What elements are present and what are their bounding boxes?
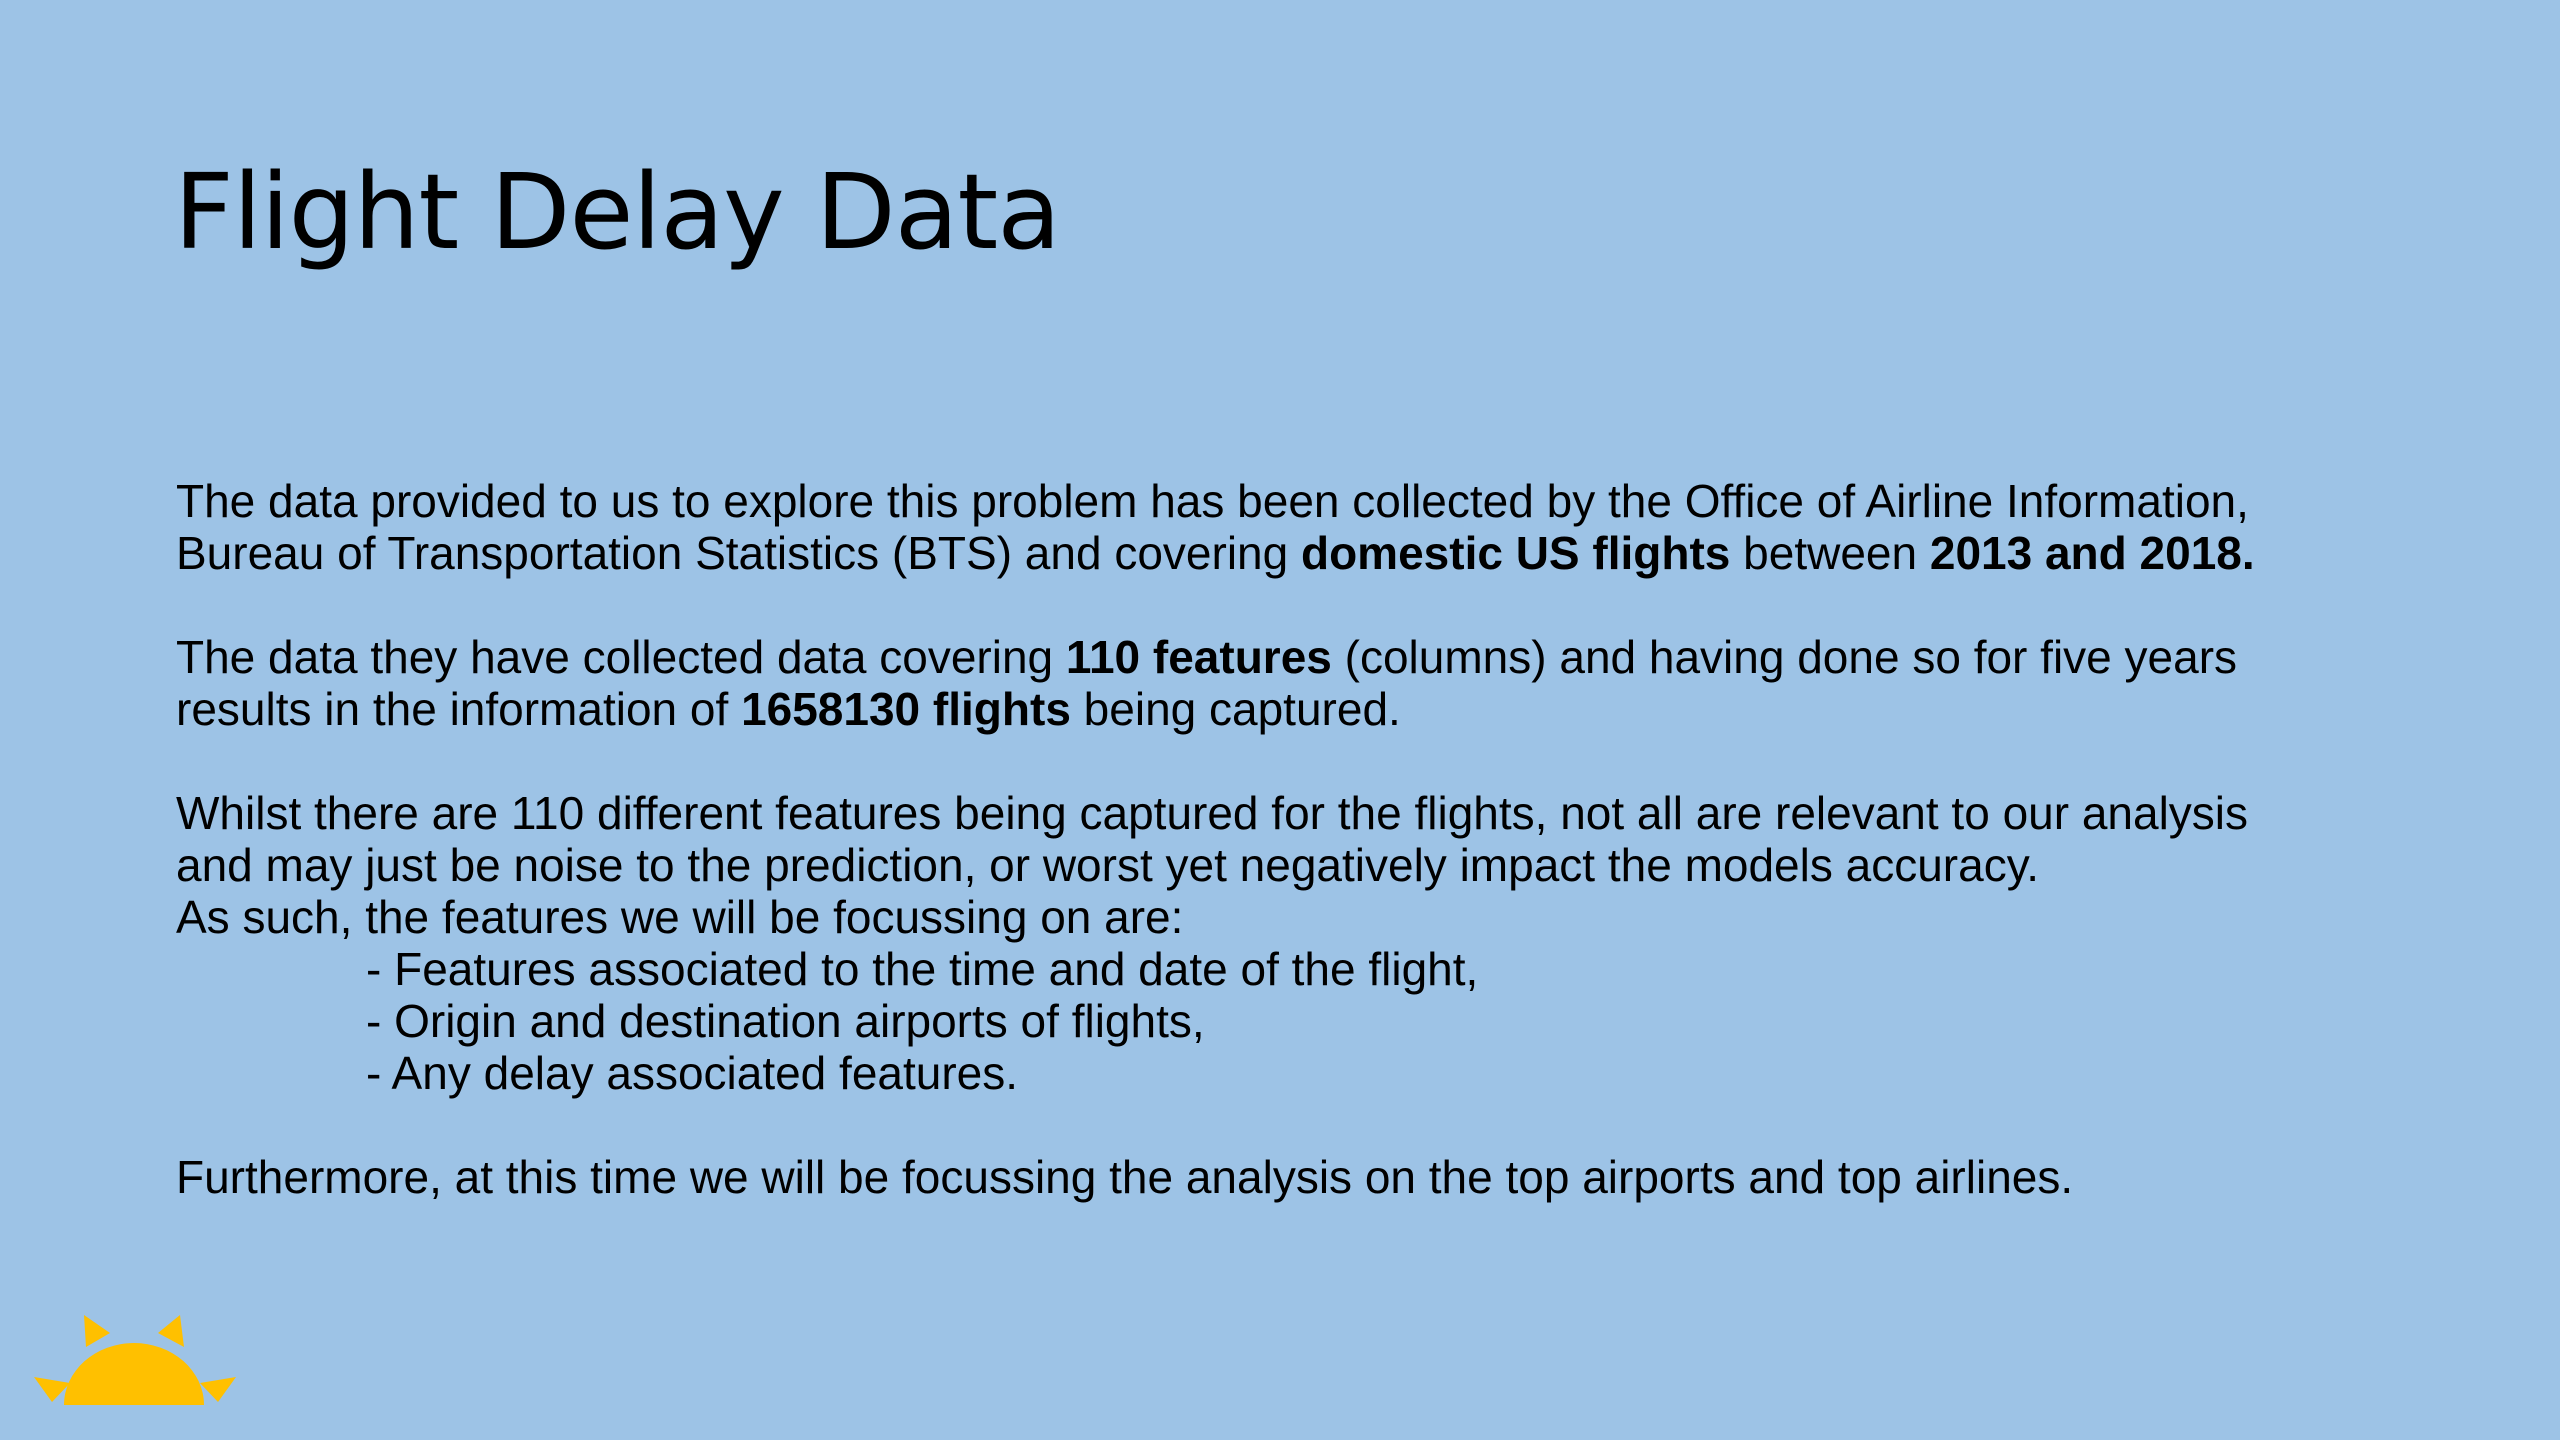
bullet-item: - Any delay associated features. bbox=[366, 1047, 1019, 1099]
highlight-feature-count: 110 features bbox=[1065, 631, 1332, 683]
slide-body bbox=[176, 475, 2416, 1203]
sun-ray-icon bbox=[200, 1377, 236, 1402]
sun-icon bbox=[30, 1305, 240, 1405]
text-span: The data they have collected data covering bbox=[176, 631, 1066, 683]
sun-disc-icon bbox=[64, 1343, 204, 1405]
text-line: The data provided to us to explore this problem has been collected by the Office of Airline Information, bbox=[176, 475, 2249, 527]
bullet-item: - Origin and destination airports of flights, bbox=[366, 995, 1205, 1047]
text-line: As such, the features we will be focussing on are: bbox=[176, 891, 1184, 943]
slide-title: Flight Delay Data bbox=[174, 151, 1060, 273]
highlight-date-range: 2013 and 2018. bbox=[1929, 527, 2255, 579]
paragraph-feature-selection bbox=[176, 787, 2416, 1099]
sun-ray-icon bbox=[158, 1315, 184, 1347]
text-line bbox=[176, 527, 2416, 579]
text-line: Furthermore, at this time we will be focussing the analysis on the top airports and top airlines. bbox=[176, 1151, 2074, 1203]
highlight-flight-count: 1658130 flights bbox=[741, 683, 1071, 735]
text-span: Bureau of Transportation Statistics (BTS) and covering bbox=[176, 527, 1301, 579]
text-line: Whilst there are 110 different features being captured for the flights, not all are relevant to our analysis bbox=[176, 787, 2249, 839]
text-span: results in the information of bbox=[176, 683, 742, 735]
text-span: between bbox=[1730, 527, 1930, 579]
highlight-domestic-us-flights: domestic US flights bbox=[1300, 527, 1731, 579]
paragraph-data-source bbox=[176, 475, 2416, 579]
paragraph-focus bbox=[176, 1151, 2416, 1203]
text-span: being captured. bbox=[1070, 683, 1401, 735]
text-line bbox=[176, 683, 2416, 735]
sun-ray-icon bbox=[84, 1315, 110, 1347]
bullet-item: - Features associated to the time and date of the flight, bbox=[366, 943, 1479, 995]
text-span: (columns) and having done so for five years bbox=[1331, 631, 2238, 683]
text-line bbox=[176, 631, 2416, 683]
paragraph-data-size bbox=[176, 631, 2416, 735]
text-line: and may just be noise to the prediction, or worst yet negatively impact the models accuracy. bbox=[176, 839, 2040, 891]
